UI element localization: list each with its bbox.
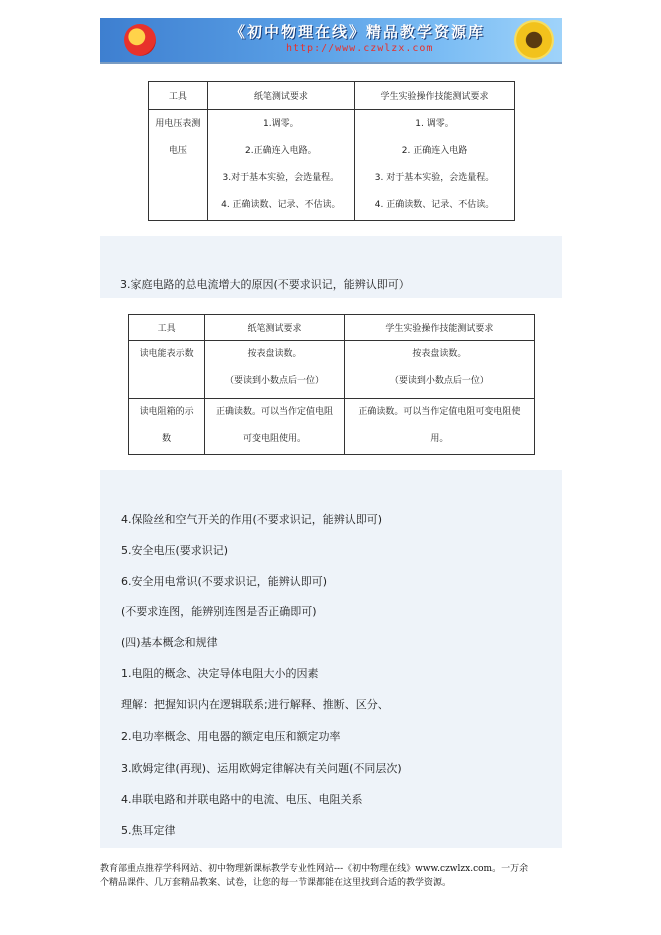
header-written-test: 纸笔测试要求 <box>205 315 344 341</box>
text-line: 5.安全电压(要求识记) <box>121 544 229 557</box>
table-header-row <box>149 82 515 110</box>
requirement-line: 4. 正确读数、记录、不估读。 <box>221 200 341 210</box>
requirement-line: 用。 <box>430 434 449 444</box>
header-tool: 工具 <box>129 315 205 341</box>
lab-test-cell <box>354 110 514 221</box>
tool-line: 电压 <box>168 146 187 156</box>
written-test-cell <box>207 110 354 221</box>
footer-line: 教育部重点推荐学科网站、初中物理新课标教学专业性网站---《初中物理在线》www.czwlzx.com。一万余 <box>100 864 529 874</box>
tool-cell <box>129 341 205 399</box>
tool-cell <box>129 399 205 455</box>
table-header-row <box>129 315 535 341</box>
requirement-line: 2.正确连入电路。 <box>245 146 317 156</box>
requirement-line: 可变电阻使用。 <box>243 434 307 444</box>
text-line: 4.保险丝和空气开关的作用(不要求识记，能辨认即可) <box>121 513 383 526</box>
tool-line: 用电压表测 <box>155 119 201 129</box>
header-written-test: 纸笔测试要求 <box>207 82 354 110</box>
sunflower-icon <box>514 20 554 60</box>
text-line: 2.电功率概念、用电器的额定电压和额定功率 <box>121 730 341 743</box>
banner-divider <box>100 62 562 64</box>
footer-line: 个精品课件、几万套精品教案、试卷，让您的每一节课都能在这里找到合适的教学资源。 <box>100 878 452 888</box>
text-line: (不要求连图，能辨别连图是否正确即可) <box>121 605 317 618</box>
lab-test-cell <box>344 399 534 455</box>
site-logo-icon <box>124 24 156 56</box>
table-row <box>129 399 535 455</box>
meter-reading-table <box>128 314 535 455</box>
header-tool: 工具 <box>149 82 208 110</box>
banner-title: 《初中物理在线》精品教学资源库 <box>230 23 486 41</box>
written-test-cell <box>205 341 344 399</box>
tool-line: 读电阻箱的示 <box>139 407 194 417</box>
table-row <box>149 110 515 221</box>
requirement-line: 按表盘读数。 <box>412 349 467 359</box>
requirement-line: 按表盘读数。 <box>247 349 302 359</box>
section-heading: (四)基本概念和规律 <box>121 636 218 649</box>
text-line: 3.家庭电路的总电流增大的原因(不要求识记，能辨认即可） <box>120 278 410 291</box>
requirement-line: 3. 对于基本实验，会选量程。 <box>374 173 495 183</box>
text-line: 5.焦耳定律 <box>121 824 176 837</box>
header-lab-test: 学生实验操作技能测试要求 <box>344 315 534 341</box>
requirement-line: 1. 调零。 <box>415 119 454 129</box>
voltmeter-requirements-table <box>148 81 515 221</box>
text-line: 1.电阻的概念、决定导体电阻大小的因素 <box>121 667 319 680</box>
written-test-cell <box>205 399 344 455</box>
text-line: 6.安全用电常识(不要求识记，能辨认即可) <box>121 575 328 588</box>
requirement-line: 2. 正确连入电路 <box>401 146 468 156</box>
requirement-line: 正确读数。可以当作定值电阻 <box>216 407 334 417</box>
requirement-line: 正确读数。可以当作定值电阻可变电阻使 <box>358 407 521 417</box>
text-line: 理解：把握知识内在逻辑联系;进行解释、推断、区分、 <box>121 698 389 711</box>
footer-note <box>100 862 570 890</box>
tool-line: 读电能表示数 <box>139 349 194 359</box>
tool-line: 数 <box>162 434 172 444</box>
requirement-line: （要读到小数点后一位） <box>225 376 325 386</box>
requirement-line: 3.对于基本实验，会选量程。 <box>222 173 340 183</box>
tool-cell <box>149 110 208 221</box>
site-banner <box>100 18 562 62</box>
requirement-line: 4. 正确读数、记录、不估读。 <box>374 200 495 210</box>
text-line: 3.欧姆定律(再现)、运用欧姆定律解决有关问题(不同层次) <box>121 762 402 775</box>
requirement-line: 1.调零。 <box>263 119 299 129</box>
banner-url[interactable]: http://www.czwlzx.com <box>286 43 434 54</box>
requirement-line: （要读到小数点后一位） <box>389 376 489 386</box>
table-row <box>129 341 535 399</box>
header-lab-test: 学生实验操作技能测试要求 <box>354 82 514 110</box>
text-line: 4.串联电路和并联电路中的电流、电压、电阻关系 <box>121 793 363 806</box>
lab-test-cell <box>344 341 534 399</box>
